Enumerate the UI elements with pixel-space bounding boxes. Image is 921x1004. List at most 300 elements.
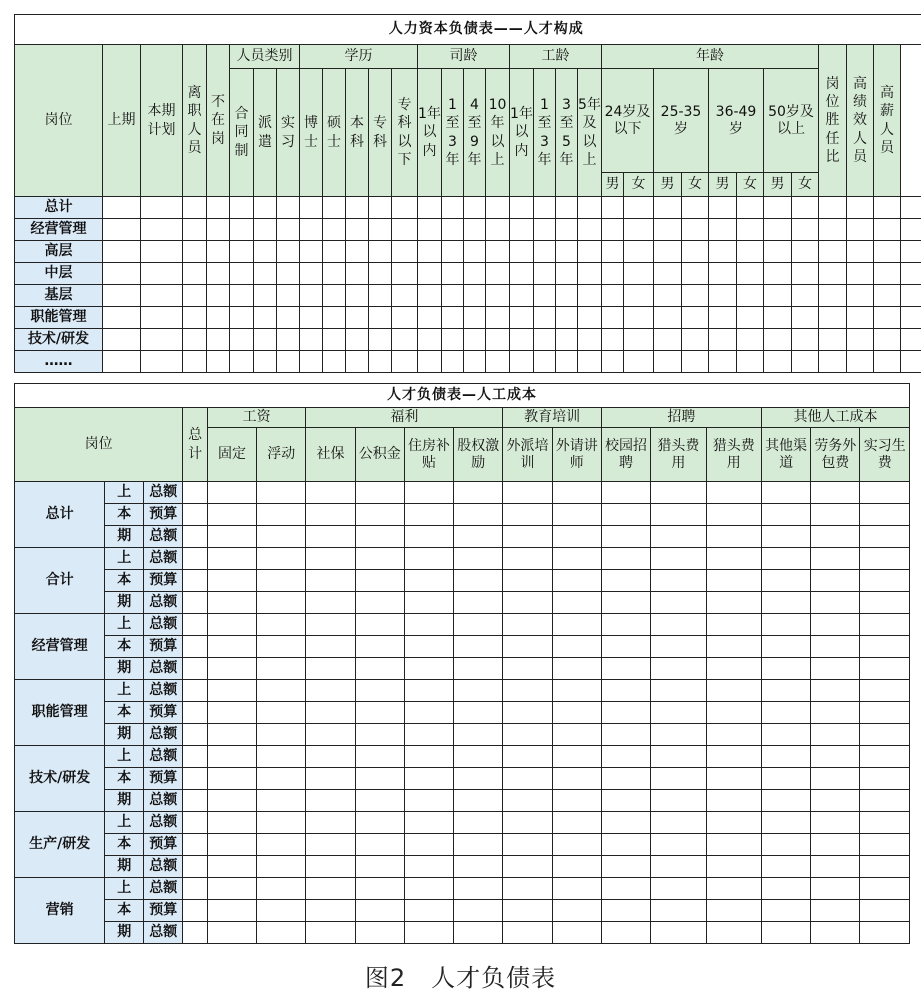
empty-cell bbox=[355, 658, 404, 680]
empty-cell bbox=[141, 285, 183, 307]
row-label: 经营管理 bbox=[15, 614, 105, 680]
empty-cell bbox=[654, 285, 682, 307]
empty-cell bbox=[601, 724, 650, 746]
empty-cell bbox=[874, 263, 901, 285]
empty-cell bbox=[464, 241, 486, 263]
amount-label: 总额 bbox=[144, 724, 183, 746]
group-tenure: 司龄 bbox=[418, 45, 510, 69]
empty-cell bbox=[254, 263, 277, 285]
empty-cell bbox=[404, 724, 453, 746]
empty-cell bbox=[534, 285, 556, 307]
empty-cell bbox=[811, 636, 860, 658]
empty-cell bbox=[534, 241, 556, 263]
header-other: 劳务外包费 bbox=[811, 428, 860, 482]
empty-cell bbox=[230, 285, 254, 307]
empty-cell bbox=[306, 878, 355, 900]
empty-cell bbox=[510, 285, 534, 307]
header-edu: 博士 bbox=[300, 69, 323, 197]
row-label: 基层 bbox=[15, 285, 103, 307]
empty-cell bbox=[404, 790, 453, 812]
empty-cell bbox=[277, 197, 300, 219]
empty-cell bbox=[454, 548, 503, 570]
empty-cell bbox=[369, 197, 392, 219]
empty-cell bbox=[183, 856, 208, 878]
empty-cell bbox=[323, 307, 346, 329]
group-train: 教育培训 bbox=[503, 408, 602, 428]
empty-cell bbox=[257, 878, 306, 900]
empty-cell bbox=[552, 592, 601, 614]
empty-cell bbox=[860, 834, 910, 856]
header-edu: 硕士 bbox=[323, 69, 346, 197]
empty-cell bbox=[901, 329, 921, 351]
empty-cell bbox=[277, 285, 300, 307]
empty-cell bbox=[706, 724, 761, 746]
empty-cell bbox=[346, 197, 369, 219]
empty-cell bbox=[860, 878, 910, 900]
empty-cell bbox=[601, 526, 650, 548]
period-prev: 上 bbox=[105, 548, 144, 570]
group-recruit: 招聘 bbox=[601, 408, 761, 428]
empty-cell bbox=[860, 636, 910, 658]
empty-cell bbox=[300, 329, 323, 351]
empty-cell bbox=[761, 812, 810, 834]
empty-cell bbox=[706, 482, 761, 504]
empty-cell bbox=[355, 592, 404, 614]
empty-cell bbox=[811, 878, 860, 900]
period-cur-b: 期 bbox=[105, 724, 144, 746]
row-label: 高层 bbox=[15, 241, 103, 263]
budget-label: 预算 bbox=[144, 504, 183, 526]
empty-cell bbox=[578, 351, 602, 373]
empty-cell bbox=[709, 285, 737, 307]
empty-cell bbox=[901, 197, 921, 219]
empty-cell bbox=[651, 658, 706, 680]
empty-cell bbox=[183, 482, 208, 504]
group-work: 工龄 bbox=[510, 45, 602, 69]
empty-cell bbox=[737, 263, 764, 285]
empty-cell bbox=[230, 241, 254, 263]
empty-cell bbox=[860, 548, 910, 570]
amount-label: 总额 bbox=[144, 548, 183, 570]
empty-cell bbox=[503, 570, 552, 592]
empty-cell bbox=[811, 482, 860, 504]
empty-cell bbox=[552, 812, 601, 834]
empty-cell bbox=[442, 307, 464, 329]
empty-cell bbox=[355, 614, 404, 636]
empty-cell bbox=[355, 526, 404, 548]
empty-cell bbox=[454, 834, 503, 856]
empty-cell bbox=[624, 285, 654, 307]
empty-cell bbox=[552, 790, 601, 812]
empty-cell bbox=[601, 570, 650, 592]
budget-label: 预算 bbox=[144, 636, 183, 658]
empty-cell bbox=[418, 329, 442, 351]
header-post: 岗位 bbox=[15, 408, 183, 482]
empty-cell bbox=[601, 900, 650, 922]
empty-cell bbox=[811, 790, 860, 812]
empty-cell bbox=[764, 329, 792, 351]
budget-label: 预算 bbox=[144, 900, 183, 922]
empty-cell bbox=[811, 570, 860, 592]
empty-cell bbox=[230, 351, 254, 373]
empty-cell bbox=[709, 241, 737, 263]
empty-cell bbox=[418, 307, 442, 329]
empty-cell bbox=[323, 263, 346, 285]
row-label: …… bbox=[15, 351, 103, 373]
empty-cell bbox=[207, 197, 230, 219]
empty-cell bbox=[556, 329, 578, 351]
empty-cell bbox=[682, 197, 709, 219]
empty-cell bbox=[556, 285, 578, 307]
empty-cell bbox=[706, 592, 761, 614]
empty-cell bbox=[454, 504, 503, 526]
empty-cell bbox=[464, 197, 486, 219]
empty-cell bbox=[503, 834, 552, 856]
row-label: 总计 bbox=[15, 197, 103, 219]
header-other: 实习生费 bbox=[860, 428, 910, 482]
empty-cell bbox=[654, 241, 682, 263]
empty-cell bbox=[552, 900, 601, 922]
empty-cell bbox=[860, 790, 910, 812]
empty-cell bbox=[183, 526, 208, 548]
empty-cell bbox=[300, 285, 323, 307]
empty-cell bbox=[654, 329, 682, 351]
empty-cell bbox=[601, 768, 650, 790]
empty-cell bbox=[556, 263, 578, 285]
empty-cell bbox=[306, 614, 355, 636]
empty-cell bbox=[534, 351, 556, 373]
period-cur-b: 期 bbox=[105, 856, 144, 878]
empty-cell bbox=[601, 746, 650, 768]
empty-cell bbox=[183, 504, 208, 526]
empty-cell bbox=[454, 746, 503, 768]
empty-cell bbox=[454, 614, 503, 636]
empty-cell bbox=[355, 922, 404, 944]
empty-cell bbox=[254, 241, 277, 263]
empty-cell bbox=[346, 329, 369, 351]
empty-cell bbox=[682, 263, 709, 285]
empty-cell bbox=[183, 812, 208, 834]
header-female: 女 bbox=[792, 173, 819, 197]
empty-cell bbox=[207, 614, 256, 636]
empty-cell bbox=[860, 614, 910, 636]
empty-cell bbox=[404, 746, 453, 768]
empty-cell bbox=[141, 197, 183, 219]
empty-cell bbox=[552, 570, 601, 592]
group-welfare: 福利 bbox=[306, 408, 503, 428]
empty-cell bbox=[404, 856, 453, 878]
empty-cell bbox=[207, 922, 256, 944]
empty-cell bbox=[183, 219, 207, 241]
group-age: 年龄 bbox=[602, 45, 819, 69]
empty-cell bbox=[706, 922, 761, 944]
empty-cell bbox=[254, 197, 277, 219]
empty-cell bbox=[706, 570, 761, 592]
empty-cell bbox=[811, 834, 860, 856]
empty-cell bbox=[792, 307, 819, 329]
empty-cell bbox=[552, 548, 601, 570]
empty-cell bbox=[819, 241, 847, 263]
empty-cell bbox=[355, 702, 404, 724]
header-female: 女 bbox=[682, 173, 709, 197]
empty-cell bbox=[651, 526, 706, 548]
empty-cell bbox=[257, 790, 306, 812]
empty-cell bbox=[578, 307, 602, 329]
empty-cell bbox=[306, 790, 355, 812]
empty-cell bbox=[534, 307, 556, 329]
empty-cell bbox=[706, 702, 761, 724]
empty-cell bbox=[761, 570, 810, 592]
empty-cell bbox=[552, 526, 601, 548]
empty-cell bbox=[404, 614, 453, 636]
empty-cell bbox=[764, 197, 792, 219]
empty-cell bbox=[207, 219, 230, 241]
empty-cell bbox=[503, 636, 552, 658]
empty-cell bbox=[737, 241, 764, 263]
empty-cell bbox=[418, 241, 442, 263]
empty-cell bbox=[792, 197, 819, 219]
empty-cell bbox=[141, 241, 183, 263]
empty-cell bbox=[737, 329, 764, 351]
empty-cell bbox=[602, 241, 624, 263]
empty-cell bbox=[207, 241, 230, 263]
period-cur-a: 本 bbox=[105, 702, 144, 724]
header-wage: 浮动 bbox=[257, 428, 306, 482]
empty-cell bbox=[183, 636, 208, 658]
row-label: 技术/研发 bbox=[15, 329, 103, 351]
empty-cell bbox=[464, 329, 486, 351]
amount-label: 总额 bbox=[144, 812, 183, 834]
empty-cell bbox=[454, 856, 503, 878]
empty-cell bbox=[706, 614, 761, 636]
empty-cell bbox=[534, 263, 556, 285]
empty-cell bbox=[901, 285, 921, 307]
empty-cell bbox=[552, 878, 601, 900]
empty-cell bbox=[552, 658, 601, 680]
empty-cell bbox=[901, 307, 921, 329]
empty-cell bbox=[257, 504, 306, 526]
empty-cell bbox=[651, 680, 706, 702]
empty-cell bbox=[369, 263, 392, 285]
empty-cell bbox=[792, 263, 819, 285]
empty-cell bbox=[355, 504, 404, 526]
empty-cell bbox=[651, 900, 706, 922]
empty-cell bbox=[404, 526, 453, 548]
header-male: 男 bbox=[602, 173, 624, 197]
empty-cell bbox=[442, 219, 464, 241]
empty-cell bbox=[761, 482, 810, 504]
header-welfare: 股权激励 bbox=[454, 428, 503, 482]
empty-cell bbox=[503, 592, 552, 614]
empty-cell bbox=[682, 219, 709, 241]
empty-cell bbox=[454, 526, 503, 548]
amount-label: 总额 bbox=[144, 614, 183, 636]
header-train: 外派培训 bbox=[503, 428, 552, 482]
row-label: 总计 bbox=[15, 482, 105, 548]
empty-cell bbox=[503, 504, 552, 526]
empty-cell bbox=[418, 351, 442, 373]
empty-cell bbox=[706, 636, 761, 658]
empty-cell bbox=[464, 285, 486, 307]
empty-cell bbox=[601, 482, 650, 504]
group-type: 人员类别 bbox=[230, 45, 300, 69]
empty-cell bbox=[277, 263, 300, 285]
empty-cell bbox=[306, 636, 355, 658]
empty-cell bbox=[709, 197, 737, 219]
empty-cell bbox=[601, 834, 650, 856]
empty-cell bbox=[654, 263, 682, 285]
empty-cell bbox=[355, 680, 404, 702]
empty-cell bbox=[601, 812, 650, 834]
empty-cell bbox=[874, 329, 901, 351]
empty-cell bbox=[257, 636, 306, 658]
period-cur-b: 期 bbox=[105, 592, 144, 614]
empty-cell bbox=[464, 263, 486, 285]
empty-cell bbox=[207, 878, 256, 900]
empty-cell bbox=[811, 856, 860, 878]
empty-cell bbox=[355, 812, 404, 834]
empty-cell bbox=[682, 241, 709, 263]
empty-cell bbox=[601, 702, 650, 724]
empty-cell bbox=[277, 351, 300, 373]
empty-cell bbox=[847, 219, 874, 241]
empty-cell bbox=[306, 768, 355, 790]
empty-cell bbox=[454, 724, 503, 746]
empty-cell bbox=[207, 834, 256, 856]
empty-cell bbox=[761, 548, 810, 570]
row-label: 职能管理 bbox=[15, 307, 103, 329]
empty-cell bbox=[404, 922, 453, 944]
empty-cell bbox=[706, 878, 761, 900]
empty-cell bbox=[651, 834, 706, 856]
empty-cell bbox=[819, 263, 847, 285]
empty-cell bbox=[819, 219, 847, 241]
amount-label: 总额 bbox=[144, 680, 183, 702]
empty-cell bbox=[300, 219, 323, 241]
header-work: 3至5年 bbox=[556, 69, 578, 197]
empty-cell bbox=[486, 219, 510, 241]
empty-cell bbox=[706, 856, 761, 878]
empty-cell bbox=[534, 219, 556, 241]
empty-cell bbox=[654, 197, 682, 219]
empty-cell bbox=[651, 592, 706, 614]
empty-cell bbox=[207, 548, 256, 570]
empty-cell bbox=[464, 307, 486, 329]
empty-cell bbox=[651, 570, 706, 592]
empty-cell bbox=[761, 680, 810, 702]
header-tenure: 4至9年 bbox=[464, 69, 486, 197]
empty-cell bbox=[503, 702, 552, 724]
empty-cell bbox=[706, 900, 761, 922]
empty-cell bbox=[874, 219, 901, 241]
empty-cell bbox=[141, 351, 183, 373]
empty-cell bbox=[183, 658, 208, 680]
empty-cell bbox=[257, 812, 306, 834]
empty-cell bbox=[552, 922, 601, 944]
empty-cell bbox=[578, 329, 602, 351]
period-prev: 上 bbox=[105, 878, 144, 900]
empty-cell bbox=[601, 680, 650, 702]
empty-cell bbox=[486, 285, 510, 307]
header-female: 女 bbox=[737, 173, 764, 197]
empty-cell bbox=[404, 592, 453, 614]
empty-cell bbox=[207, 592, 256, 614]
empty-cell bbox=[503, 680, 552, 702]
empty-cell bbox=[486, 263, 510, 285]
header-tenure: 1至3年 bbox=[442, 69, 464, 197]
empty-cell bbox=[207, 658, 256, 680]
header-recruit: 猎头费用 bbox=[651, 428, 706, 482]
empty-cell bbox=[355, 746, 404, 768]
empty-cell bbox=[257, 900, 306, 922]
empty-cell bbox=[404, 702, 453, 724]
empty-cell bbox=[860, 812, 910, 834]
empty-cell bbox=[602, 263, 624, 285]
empty-cell bbox=[355, 548, 404, 570]
empty-cell bbox=[764, 263, 792, 285]
empty-cell bbox=[103, 241, 141, 263]
empty-cell bbox=[792, 241, 819, 263]
empty-cell bbox=[183, 614, 208, 636]
empty-cell bbox=[392, 307, 418, 329]
empty-cell bbox=[323, 329, 346, 351]
row-label: 生产/研发 bbox=[15, 812, 105, 878]
empty-cell bbox=[860, 900, 910, 922]
empty-cell bbox=[601, 614, 650, 636]
empty-cell bbox=[860, 570, 910, 592]
header-tenure: 10年以上 bbox=[486, 69, 510, 197]
empty-cell bbox=[454, 636, 503, 658]
empty-cell bbox=[183, 197, 207, 219]
empty-cell bbox=[761, 724, 810, 746]
empty-cell bbox=[369, 329, 392, 351]
empty-cell bbox=[860, 702, 910, 724]
empty-cell bbox=[510, 329, 534, 351]
period-prev: 上 bbox=[105, 680, 144, 702]
empty-cell bbox=[183, 680, 208, 702]
empty-cell bbox=[510, 197, 534, 219]
empty-cell bbox=[578, 285, 602, 307]
empty-cell bbox=[183, 351, 207, 373]
period-cur-a: 本 bbox=[105, 834, 144, 856]
empty-cell bbox=[860, 592, 910, 614]
empty-cell bbox=[552, 724, 601, 746]
empty-cell bbox=[552, 834, 601, 856]
header-absent: 不在岗 bbox=[207, 45, 230, 197]
empty-cell bbox=[792, 351, 819, 373]
empty-cell bbox=[404, 504, 453, 526]
empty-cell bbox=[552, 482, 601, 504]
empty-cell bbox=[183, 922, 208, 944]
empty-cell bbox=[761, 878, 810, 900]
empty-cell bbox=[103, 351, 141, 373]
empty-cell bbox=[257, 548, 306, 570]
empty-cell bbox=[346, 263, 369, 285]
empty-cell bbox=[207, 329, 230, 351]
empty-cell bbox=[207, 702, 256, 724]
empty-cell bbox=[503, 790, 552, 812]
row-label: 经营管理 bbox=[15, 219, 103, 241]
empty-cell bbox=[602, 285, 624, 307]
empty-cell bbox=[257, 614, 306, 636]
empty-cell bbox=[709, 351, 737, 373]
empty-cell bbox=[706, 790, 761, 812]
empty-cell bbox=[819, 351, 847, 373]
empty-cell bbox=[404, 548, 453, 570]
empty-cell bbox=[404, 658, 453, 680]
empty-cell bbox=[306, 570, 355, 592]
amount-label: 总额 bbox=[144, 790, 183, 812]
